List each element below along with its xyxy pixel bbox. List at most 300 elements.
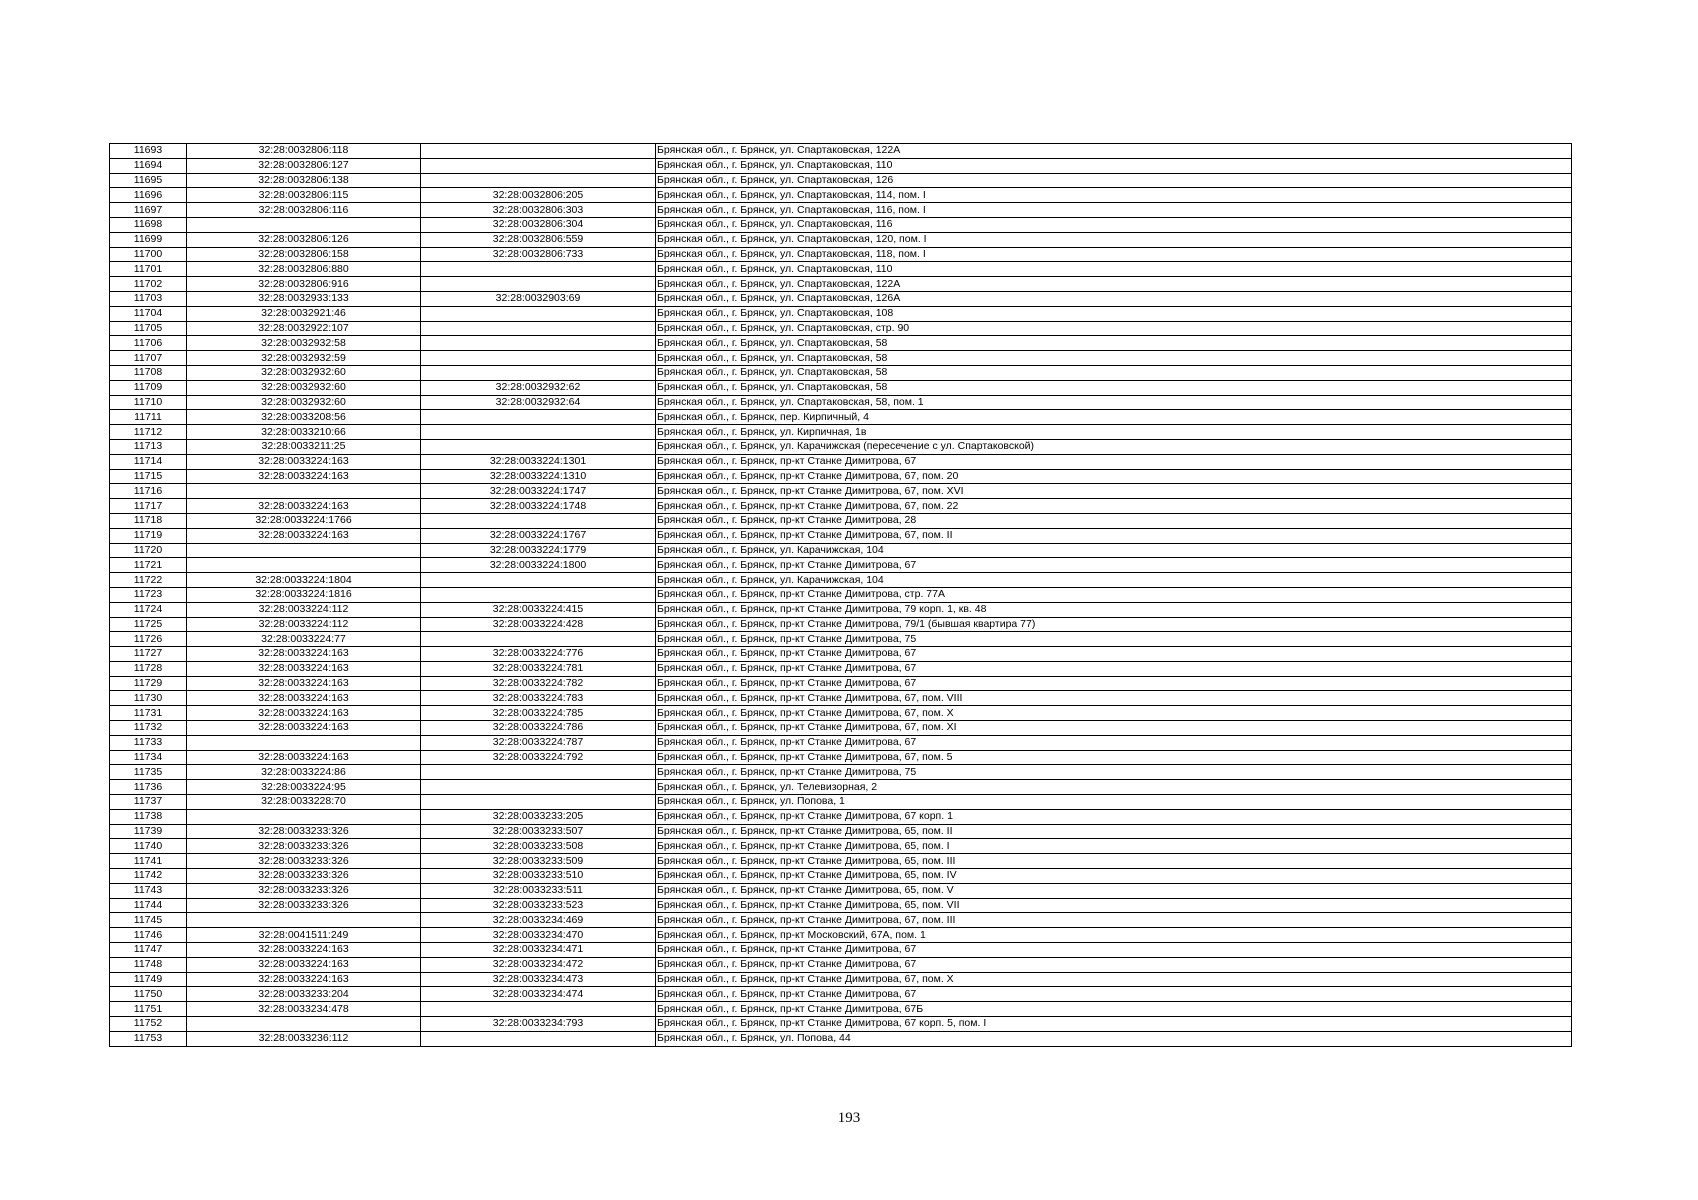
cadastral-number-cell: 32:28:0033228:70 — [187, 795, 421, 810]
address-cell: Брянская обл., г. Брянск, ул. Спартаковская, 116 — [656, 217, 1572, 232]
related-cadastral-number-cell: 32:28:0032903:69 — [421, 291, 656, 306]
related-cadastral-number-cell: 32:28:0033224:1800 — [421, 558, 656, 573]
address-cell: Брянская обл., г. Брянск, пр-кт Станке Димитрова, 67Б — [656, 1002, 1572, 1017]
table-row — [110, 573, 1572, 588]
row-number-cell: 11718 — [110, 513, 187, 528]
table-row — [110, 277, 1572, 292]
address-cell: Брянская обл., г. Брянск, пр-кт Станке Димитрова, 67, пом. 5 — [656, 750, 1572, 765]
address-cell: Брянская обл., г. Брянск, пр-кт Станке Димитрова, 65, пом. VII — [656, 898, 1572, 913]
address-cell: Брянская обл., г. Брянск, пр-кт Станке Димитрова, стр. 77А — [656, 587, 1572, 602]
address-cell: Брянская обл., г. Брянск, ул. Телевизорная, 2 — [656, 780, 1572, 795]
table-row — [110, 898, 1572, 913]
row-number-cell: 11720 — [110, 543, 187, 558]
address-cell: Брянская обл., г. Брянск, ул. Попова, 1 — [656, 795, 1572, 810]
related-cadastral-number-cell: 32:28:0033234:473 — [421, 972, 656, 987]
address-cell: Брянская обл., г. Брянск, пр-кт Станке Димитрова, 67, пом. XI — [656, 721, 1572, 736]
row-number-cell: 11696 — [110, 188, 187, 203]
related-cadastral-number-cell: 32:28:0033224:1767 — [421, 528, 656, 543]
table-row — [110, 809, 1572, 824]
related-cadastral-number-cell: 32:28:0033224:1779 — [421, 543, 656, 558]
table-row — [110, 543, 1572, 558]
row-number-cell: 11709 — [110, 380, 187, 395]
address-cell: Брянская обл., г. Брянск, пр-кт Станке Димитрова, 67 — [656, 987, 1572, 1002]
table-row — [110, 321, 1572, 336]
address-cell: Брянская обл., г. Брянск, ул. Спартаковская, 58 — [656, 365, 1572, 380]
related-cadastral-number-cell: 32:28:0033224:781 — [421, 661, 656, 676]
table-row — [110, 262, 1572, 277]
row-number-cell: 11693 — [110, 144, 187, 159]
row-number-cell: 11731 — [110, 706, 187, 721]
related-cadastral-number-cell: 32:28:0032932:62 — [421, 380, 656, 395]
cadastral-number-cell — [187, 543, 421, 558]
row-number-cell: 11751 — [110, 1002, 187, 1017]
related-cadastral-number-cell: 32:28:0033234:793 — [421, 1017, 656, 1032]
row-number-cell: 11739 — [110, 824, 187, 839]
cadastral-number-cell — [187, 484, 421, 499]
row-number-cell: 11700 — [110, 247, 187, 262]
table-row — [110, 144, 1572, 159]
related-cadastral-number-cell: 32:28:0033233:523 — [421, 898, 656, 913]
table-row — [110, 780, 1572, 795]
row-number-cell: 11723 — [110, 587, 187, 602]
row-number-cell: 11724 — [110, 602, 187, 617]
related-cadastral-number-cell: 32:28:0033224:776 — [421, 647, 656, 662]
cadastral-number-cell: 32:28:0033224:163 — [187, 647, 421, 662]
cadastral-number-cell — [187, 1017, 421, 1032]
row-number-cell: 11750 — [110, 987, 187, 1002]
address-cell: Брянская обл., г. Брянск, пр-кт Станке Димитрова, 65, пом. I — [656, 839, 1572, 854]
registry-table — [109, 143, 1572, 1047]
cadastral-number-cell: 32:28:0032806:916 — [187, 277, 421, 292]
cadastral-number-cell: 32:28:0033224:163 — [187, 499, 421, 514]
address-cell: Брянская обл., г. Брянск, пр-кт Станке Димитрова, 67 — [656, 647, 1572, 662]
related-cadastral-number-cell: 32:28:0033224:786 — [421, 721, 656, 736]
row-number-cell: 11743 — [110, 883, 187, 898]
row-number-cell: 11706 — [110, 336, 187, 351]
address-cell: Брянская обл., г. Брянск, пр-кт Станке Димитрова, 65, пом. V — [656, 883, 1572, 898]
address-cell: Брянская обл., г. Брянск, ул. Спартаковская, 116, пом. I — [656, 203, 1572, 218]
related-cadastral-number-cell: 32:28:0033224:782 — [421, 676, 656, 691]
related-cadastral-number-cell: 32:28:0033234:469 — [421, 913, 656, 928]
related-cadastral-number-cell: 32:28:0033234:472 — [421, 957, 656, 972]
table-row — [110, 1017, 1572, 1032]
table-row — [110, 203, 1572, 218]
related-cadastral-number-cell: 32:28:0032806:304 — [421, 217, 656, 232]
related-cadastral-number-cell — [421, 336, 656, 351]
address-cell: Брянская обл., г. Брянск, ул. Спартаковская, 126 — [656, 173, 1572, 188]
address-cell: Брянская обл., г. Брянск, ул. Карачижская (пересечение с ул. Спартаковской) — [656, 439, 1572, 454]
cadastral-number-cell: 32:28:0033224:163 — [187, 676, 421, 691]
table-row — [110, 513, 1572, 528]
address-cell: Брянская обл., г. Брянск, пр-кт Московский, 67А, пом. 1 — [656, 928, 1572, 943]
table-row — [110, 425, 1572, 440]
cadastral-number-cell: 32:28:0033224:163 — [187, 957, 421, 972]
address-cell: Брянская обл., г. Брянск, ул. Спартаковская, 120, пом. I — [656, 232, 1572, 247]
related-cadastral-number-cell: 32:28:0033224:1310 — [421, 469, 656, 484]
related-cadastral-number-cell: 32:28:0033224:415 — [421, 602, 656, 617]
row-number-cell: 11708 — [110, 365, 187, 380]
address-cell: Брянская обл., г. Брянск, ул. Спартаковская, 122А — [656, 144, 1572, 159]
address-cell: Брянская обл., г. Брянск, пр-кт Станке Димитрова, 67, пом. II — [656, 528, 1572, 543]
cadastral-number-cell: 32:28:0033224:86 — [187, 765, 421, 780]
related-cadastral-number-cell — [421, 780, 656, 795]
related-cadastral-number-cell: 32:28:0033224:1748 — [421, 499, 656, 514]
related-cadastral-number-cell — [421, 425, 656, 440]
address-cell: Брянская обл., г. Брянск, ул. Кирпичная, 1в — [656, 425, 1572, 440]
cadastral-number-cell: 32:28:0033236:112 — [187, 1031, 421, 1046]
table-row — [110, 1002, 1572, 1017]
table-row — [110, 380, 1572, 395]
row-number-cell: 11699 — [110, 232, 187, 247]
cadastral-number-cell: 32:28:0033233:326 — [187, 839, 421, 854]
table-row — [110, 484, 1572, 499]
related-cadastral-number-cell: 32:28:0033224:783 — [421, 691, 656, 706]
row-number-cell: 11727 — [110, 647, 187, 662]
cadastral-number-cell: 32:28:0032806:158 — [187, 247, 421, 262]
related-cadastral-number-cell — [421, 158, 656, 173]
address-cell: Брянская обл., г. Брянск, пр-кт Станке Димитрова, 65, пом. II — [656, 824, 1572, 839]
related-cadastral-number-cell — [421, 262, 656, 277]
cadastral-number-cell: 32:28:0033224:163 — [187, 528, 421, 543]
related-cadastral-number-cell: 32:28:0032806:733 — [421, 247, 656, 262]
row-number-cell: 11728 — [110, 661, 187, 676]
cadastral-number-cell: 32:28:0032932:60 — [187, 365, 421, 380]
table-row — [110, 410, 1572, 425]
related-cadastral-number-cell — [421, 144, 656, 159]
table-row — [110, 735, 1572, 750]
row-number-cell: 11752 — [110, 1017, 187, 1032]
address-cell: Брянская обл., г. Брянск, ул. Спартаковская, 110 — [656, 158, 1572, 173]
row-number-cell: 11740 — [110, 839, 187, 854]
address-cell: Брянская обл., г. Брянск, пр-кт Станке Димитрова, 67 — [656, 735, 1572, 750]
related-cadastral-number-cell — [421, 632, 656, 647]
table-row — [110, 499, 1572, 514]
table-row — [110, 291, 1572, 306]
address-cell: Брянская обл., г. Брянск, пр-кт Станке Димитрова, 79 корп. 1, кв. 48 — [656, 602, 1572, 617]
related-cadastral-number-cell: 32:28:0033224:792 — [421, 750, 656, 765]
cadastral-number-cell: 32:28:0033234:478 — [187, 1002, 421, 1017]
table-row — [110, 869, 1572, 884]
cadastral-number-cell — [187, 558, 421, 573]
table-row — [110, 158, 1572, 173]
address-cell: Брянская обл., г. Брянск, пр-кт Станке Димитрова, 67 корп. 1 — [656, 809, 1572, 824]
related-cadastral-number-cell — [421, 573, 656, 588]
table-row — [110, 617, 1572, 632]
cadastral-number-cell: 32:28:0033233:326 — [187, 824, 421, 839]
table-row — [110, 721, 1572, 736]
related-cadastral-number-cell: 32:28:0033224:785 — [421, 706, 656, 721]
row-number-cell: 11736 — [110, 780, 187, 795]
related-cadastral-number-cell: 32:28:0032806:303 — [421, 203, 656, 218]
cadastral-number-cell: 32:28:0032921:46 — [187, 306, 421, 321]
row-number-cell: 11715 — [110, 469, 187, 484]
address-cell: Брянская обл., г. Брянск, пр-кт Станке Димитрова, 65, пом. IV — [656, 869, 1572, 884]
table-row — [110, 558, 1572, 573]
cadastral-number-cell: 32:28:0032806:118 — [187, 144, 421, 159]
table-row — [110, 188, 1572, 203]
related-cadastral-number-cell: 32:28:0033233:511 — [421, 883, 656, 898]
cadastral-number-cell: 32:28:0032932:60 — [187, 395, 421, 410]
cadastral-number-cell: 32:28:0033233:326 — [187, 869, 421, 884]
cadastral-number-cell: 32:28:0032932:60 — [187, 380, 421, 395]
table-row — [110, 913, 1572, 928]
related-cadastral-number-cell: 32:28:0033233:508 — [421, 839, 656, 854]
related-cadastral-number-cell — [421, 765, 656, 780]
related-cadastral-number-cell: 32:28:0033234:470 — [421, 928, 656, 943]
table-row — [110, 824, 1572, 839]
cadastral-number-cell: 32:28:0033224:163 — [187, 706, 421, 721]
address-cell: Брянская обл., г. Брянск, пр-кт Станке Димитрова, 67 — [656, 661, 1572, 676]
address-cell: Брянская обл., г. Брянск, пр-кт Станке Димитрова, 67 — [656, 943, 1572, 958]
related-cadastral-number-cell: 32:28:0033224:1301 — [421, 454, 656, 469]
cadastral-number-cell: 32:28:0033224:1816 — [187, 587, 421, 602]
address-cell: Брянская обл., г. Брянск, ул. Спартаковская, 118, пом. I — [656, 247, 1572, 262]
related-cadastral-number-cell — [421, 365, 656, 380]
related-cadastral-number-cell: 32:28:0032806:205 — [421, 188, 656, 203]
related-cadastral-number-cell: 32:28:0033234:471 — [421, 943, 656, 958]
related-cadastral-number-cell — [421, 321, 656, 336]
row-number-cell: 11714 — [110, 454, 187, 469]
row-number-cell: 11734 — [110, 750, 187, 765]
row-number-cell: 11702 — [110, 277, 187, 292]
table-row — [110, 750, 1572, 765]
row-number-cell: 11725 — [110, 617, 187, 632]
table-row — [110, 469, 1572, 484]
address-cell: Брянская обл., г. Брянск, пр-кт Станке Димитрова, 67 корп. 5, пом. I — [656, 1017, 1572, 1032]
related-cadastral-number-cell — [421, 439, 656, 454]
table-row — [110, 691, 1572, 706]
cadastral-number-cell: 32:28:0032806:126 — [187, 232, 421, 247]
cadastral-number-cell: 32:28:0033224:95 — [187, 780, 421, 795]
related-cadastral-number-cell: 32:28:0033233:205 — [421, 809, 656, 824]
table-row — [110, 839, 1572, 854]
row-number-cell: 11719 — [110, 528, 187, 543]
cadastral-number-cell: 32:28:0033210:66 — [187, 425, 421, 440]
cadastral-number-cell: 32:28:0033224:1766 — [187, 513, 421, 528]
cadastral-number-cell: 32:28:0032806:115 — [187, 188, 421, 203]
address-cell: Брянская обл., г. Брянск, ул. Попова, 44 — [656, 1031, 1572, 1046]
cadastral-number-cell: 32:28:0033233:326 — [187, 898, 421, 913]
cadastral-number-cell: 32:28:0033224:77 — [187, 632, 421, 647]
row-number-cell: 11710 — [110, 395, 187, 410]
table-row — [110, 647, 1572, 662]
address-cell: Брянская обл., г. Брянск, ул. Карачижская, 104 — [656, 573, 1572, 588]
cadastral-number-cell: 32:28:0033208:56 — [187, 410, 421, 425]
table-row — [110, 854, 1572, 869]
address-cell: Брянская обл., г. Брянск, пр-кт Станке Димитрова, 65, пом. III — [656, 854, 1572, 869]
cadastral-number-cell: 32:28:0032806:116 — [187, 203, 421, 218]
cadastral-number-cell: 32:28:0032806:138 — [187, 173, 421, 188]
cadastral-number-cell — [187, 735, 421, 750]
table-row — [110, 454, 1572, 469]
address-cell: Брянская обл., г. Брянск, пр-кт Станке Димитрова, 75 — [656, 632, 1572, 647]
row-number-cell: 11697 — [110, 203, 187, 218]
row-number-cell: 11753 — [110, 1031, 187, 1046]
address-cell: Брянская обл., г. Брянск, пр-кт Станке Димитрова, 67, пом. 20 — [656, 469, 1572, 484]
related-cadastral-number-cell: 32:28:0033233:509 — [421, 854, 656, 869]
cadastral-number-cell: 32:28:0033224:163 — [187, 750, 421, 765]
table-row — [110, 1031, 1572, 1046]
table-row — [110, 795, 1572, 810]
related-cadastral-number-cell: 32:28:0032806:559 — [421, 232, 656, 247]
address-cell: Брянская обл., г. Брянск, ул. Спартаковская, 58, пом. 1 — [656, 395, 1572, 410]
address-cell: Брянская обл., г. Брянск, пр-кт Станке Димитрова, 67 — [656, 676, 1572, 691]
table-row — [110, 306, 1572, 321]
cadastral-number-cell: 32:28:0033233:326 — [187, 854, 421, 869]
table-row — [110, 632, 1572, 647]
table-row — [110, 351, 1572, 366]
related-cadastral-number-cell — [421, 795, 656, 810]
row-number-cell: 11712 — [110, 425, 187, 440]
address-cell: Брянская обл., г. Брянск, пр-кт Станке Димитрова, 67, пом. X — [656, 972, 1572, 987]
row-number-cell: 11735 — [110, 765, 187, 780]
row-number-cell: 11704 — [110, 306, 187, 321]
table-row — [110, 247, 1572, 262]
page-number: 193 — [837, 1110, 861, 1126]
table-row — [110, 587, 1572, 602]
related-cadastral-number-cell — [421, 1002, 656, 1017]
row-number-cell: 11717 — [110, 499, 187, 514]
related-cadastral-number-cell — [421, 173, 656, 188]
cadastral-number-cell: 32:28:0033224:1804 — [187, 573, 421, 588]
cadastral-number-cell: 32:28:0033233:204 — [187, 987, 421, 1002]
table-row — [110, 602, 1572, 617]
row-number-cell: 11742 — [110, 869, 187, 884]
table-row — [110, 173, 1572, 188]
cadastral-number-cell: 32:28:0032933:133 — [187, 291, 421, 306]
cadastral-number-cell: 32:28:0033224:163 — [187, 661, 421, 676]
address-cell: Брянская обл., г. Брянск, пр-кт Станке Димитрова, 67, пом. X — [656, 706, 1572, 721]
row-number-cell: 11732 — [110, 721, 187, 736]
related-cadastral-number-cell — [421, 277, 656, 292]
row-number-cell: 11721 — [110, 558, 187, 573]
address-cell: Брянская обл., г. Брянск, ул. Спартаковская, 58 — [656, 380, 1572, 395]
row-number-cell: 11707 — [110, 351, 187, 366]
table-row — [110, 987, 1572, 1002]
table-row — [110, 661, 1572, 676]
row-number-cell: 11694 — [110, 158, 187, 173]
cadastral-number-cell: 32:28:0032932:58 — [187, 336, 421, 351]
cadastral-number-cell: 32:28:0033233:326 — [187, 883, 421, 898]
related-cadastral-number-cell — [421, 587, 656, 602]
row-number-cell: 11695 — [110, 173, 187, 188]
table-row — [110, 928, 1572, 943]
address-cell: Брянская обл., г. Брянск, пр-кт Станке Димитрова, 79/1 (бывшая квартира 77) — [656, 617, 1572, 632]
table-row — [110, 439, 1572, 454]
related-cadastral-number-cell: 32:28:0033233:510 — [421, 869, 656, 884]
table-row — [110, 528, 1572, 543]
table-row — [110, 217, 1572, 232]
row-number-cell: 11749 — [110, 972, 187, 987]
table-row — [110, 943, 1572, 958]
row-number-cell: 11745 — [110, 913, 187, 928]
table-row — [110, 336, 1572, 351]
address-cell: Брянская обл., г. Брянск, ул. Спартаковская, 114, пом. I — [656, 188, 1572, 203]
row-number-cell: 11738 — [110, 809, 187, 824]
row-number-cell: 11698 — [110, 217, 187, 232]
cadastral-number-cell: 32:28:0033224:112 — [187, 602, 421, 617]
cadastral-number-cell: 32:28:0033224:163 — [187, 972, 421, 987]
table-row — [110, 395, 1572, 410]
address-cell: Брянская обл., г. Брянск, ул. Спартаковская, 122А — [656, 277, 1572, 292]
address-cell: Брянская обл., г. Брянск, ул. Спартаковская, стр. 90 — [656, 321, 1572, 336]
related-cadastral-number-cell: 32:28:0033224:1747 — [421, 484, 656, 499]
row-number-cell: 11747 — [110, 943, 187, 958]
cadastral-number-cell: 32:28:0032806:127 — [187, 158, 421, 173]
related-cadastral-number-cell: 32:28:0032932:64 — [421, 395, 656, 410]
address-cell: Брянская обл., г. Брянск, ул. Спартаковская, 110 — [656, 262, 1572, 277]
cadastral-number-cell — [187, 809, 421, 824]
address-cell: Брянская обл., г. Брянск, пр-кт Станке Димитрова, 67, пом. 22 — [656, 499, 1572, 514]
table-row — [110, 972, 1572, 987]
table-row — [110, 706, 1572, 721]
cadastral-number-cell: 32:28:0033224:163 — [187, 469, 421, 484]
cadastral-number-cell: 32:28:0033224:163 — [187, 691, 421, 706]
table-row — [110, 883, 1572, 898]
address-cell: Брянская обл., г. Брянск, ул. Спартаковская, 58 — [656, 351, 1572, 366]
address-cell: Брянская обл., г. Брянск, пр-кт Станке Димитрова, 75 — [656, 765, 1572, 780]
related-cadastral-number-cell — [421, 513, 656, 528]
address-cell: Брянская обл., г. Брянск, пер. Кирпичный, 4 — [656, 410, 1572, 425]
row-number-cell: 11711 — [110, 410, 187, 425]
address-cell: Брянская обл., г. Брянск, пр-кт Станке Димитрова, 67, пом. III — [656, 913, 1572, 928]
row-number-cell: 11705 — [110, 321, 187, 336]
table-row — [110, 676, 1572, 691]
cadastral-number-cell: 32:28:0032806:880 — [187, 262, 421, 277]
row-number-cell: 11748 — [110, 957, 187, 972]
related-cadastral-number-cell — [421, 410, 656, 425]
row-number-cell: 11716 — [110, 484, 187, 499]
related-cadastral-number-cell: 32:28:0033233:507 — [421, 824, 656, 839]
row-number-cell: 11741 — [110, 854, 187, 869]
row-number-cell: 11701 — [110, 262, 187, 277]
address-cell: Брянская обл., г. Брянск, ул. Спартаковская, 108 — [656, 306, 1572, 321]
cadastral-number-cell — [187, 217, 421, 232]
row-number-cell: 11722 — [110, 573, 187, 588]
row-number-cell: 11733 — [110, 735, 187, 750]
cadastral-number-cell: 32:28:0032932:59 — [187, 351, 421, 366]
row-number-cell: 11744 — [110, 898, 187, 913]
row-number-cell: 11730 — [110, 691, 187, 706]
related-cadastral-number-cell — [421, 306, 656, 321]
related-cadastral-number-cell: 32:28:0033224:428 — [421, 617, 656, 632]
table-row — [110, 957, 1572, 972]
registry-table-body — [110, 144, 1572, 1047]
address-cell: Брянская обл., г. Брянск, ул. Спартаковская, 126А — [656, 291, 1572, 306]
table-row — [110, 765, 1572, 780]
table-row — [110, 365, 1572, 380]
address-cell: Брянская обл., г. Брянск, ул. Спартаковская, 58 — [656, 336, 1572, 351]
row-number-cell: 11737 — [110, 795, 187, 810]
related-cadastral-number-cell — [421, 1031, 656, 1046]
address-cell: Брянская обл., г. Брянск, пр-кт Станке Димитрова, 67 — [656, 558, 1572, 573]
address-cell: Брянская обл., г. Брянск, пр-кт Станке Димитрова, 28 — [656, 513, 1572, 528]
cadastral-number-cell: 32:28:0033224:163 — [187, 943, 421, 958]
row-number-cell: 11729 — [110, 676, 187, 691]
address-cell: Брянская обл., г. Брянск, пр-кт Станке Димитрова, 67 — [656, 454, 1572, 469]
table-row — [110, 232, 1572, 247]
cadastral-number-cell: 32:28:0033224:112 — [187, 617, 421, 632]
cadastral-number-cell: 32:28:0032922:107 — [187, 321, 421, 336]
address-cell: Брянская обл., г. Брянск, пр-кт Станке Димитрова, 67, пом. XVI — [656, 484, 1572, 499]
row-number-cell: 11746 — [110, 928, 187, 943]
related-cadastral-number-cell: 32:28:0033224:787 — [421, 735, 656, 750]
cadastral-number-cell: 32:28:0033224:163 — [187, 721, 421, 736]
cadastral-number-cell: 32:28:0033211:25 — [187, 439, 421, 454]
address-cell: Брянская обл., г. Брянск, пр-кт Станке Димитрова, 67, пом. VIII — [656, 691, 1572, 706]
address-cell: Брянская обл., г. Брянск, ул. Карачижская, 104 — [656, 543, 1572, 558]
cadastral-number-cell — [187, 913, 421, 928]
